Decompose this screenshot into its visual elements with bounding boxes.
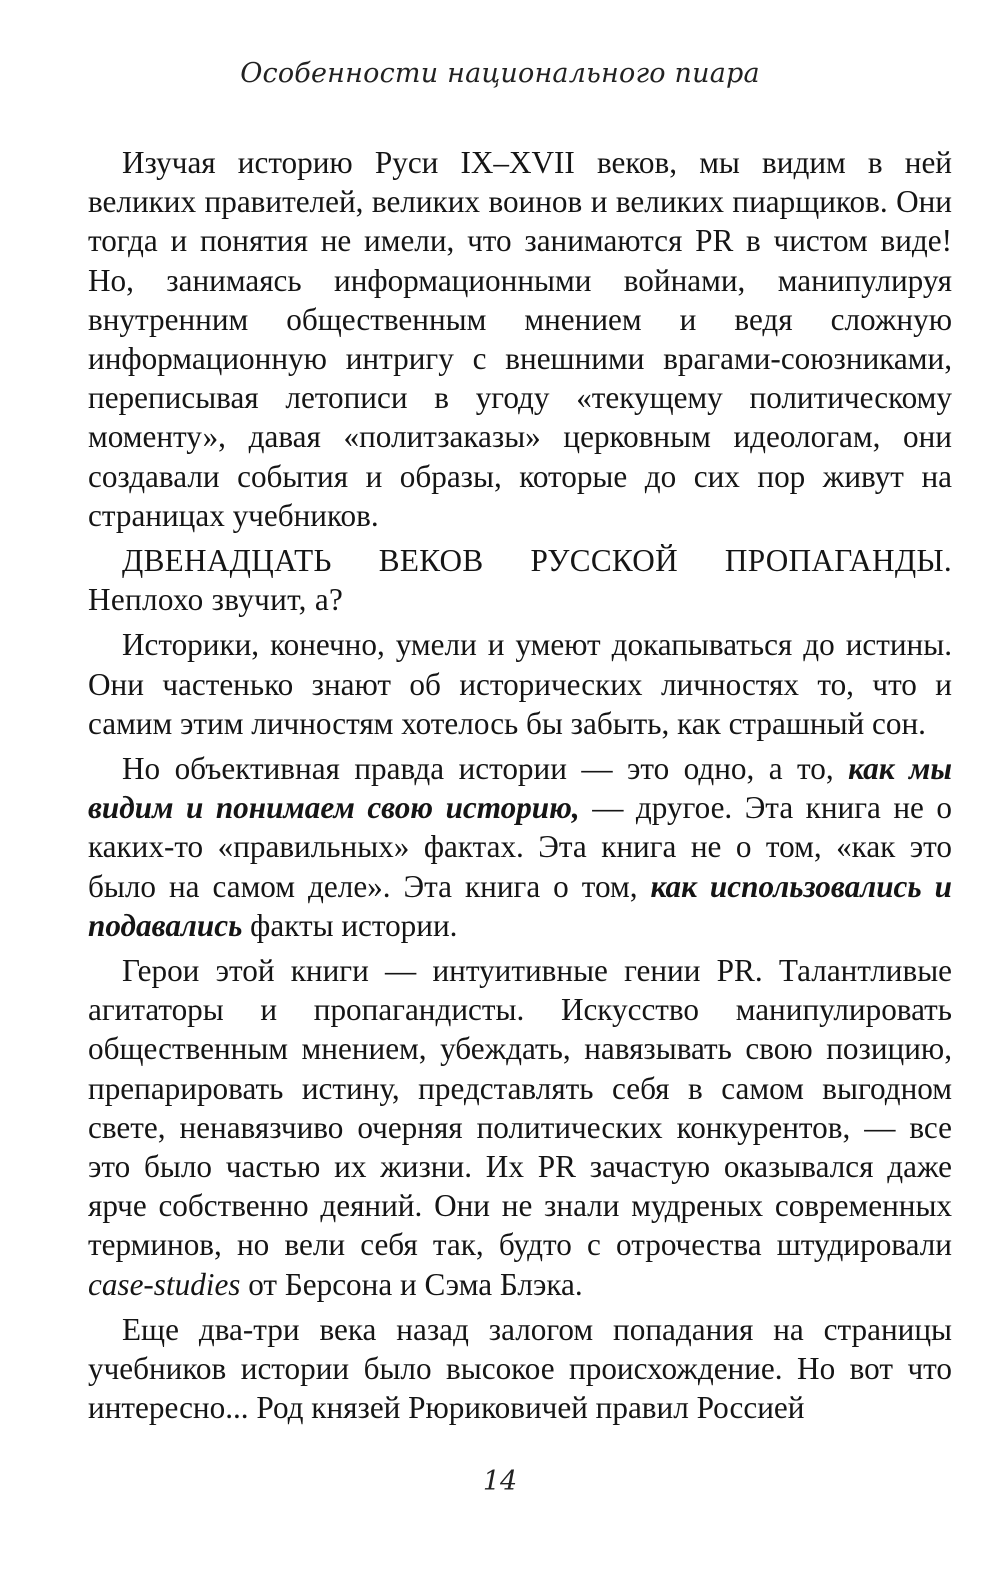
page-number: 14 [482,1466,518,1497]
paragraph-4-emphasis-a: как мы видим и понимаем свою историю, [88,751,952,826]
paragraph-5-text-a: Герои этой книги — интуитивные гении PR. Талантливые агитаторы и пропагандисты. Искусство манипулировать общественным мнением, убеждать, навязывать свою позицию, препарировать истину, представлять себя в самом выгодном свете, ненавязчиво очерняя политических конкурентов, — все это было частью их жизни. Их PR зачастую оказывался даже ярче собственно деяний. Они не знали мудреных современных терминов, но вели себя так, будто с отрочества штудировали [88,953,952,1263]
paragraph-2: ДВЕНАДЦАТЬ ВЕКОВ РУССКОЙ ПРОПАГАНДЫ. Неплохо звучит, а? [88,543,952,618]
paragraph-4 [88,749,952,945]
paragraph-5 [88,951,952,1304]
body-text [88,143,952,1434]
paragraph-4-emphasis-b: как использовались и подавались [88,868,952,943]
running-header: Особенности национального пиара [240,58,760,89]
paragraph-4-text-a: Но объективная правда истории — это одно, а то, [122,751,849,787]
paragraph-4-text-c: факты истории. [242,907,458,943]
paragraph-3: Историки, конечно, умели и умеют докапываться до истины. Они частенько знают об исторических личностях то, что и самим этим личностям хотелось бы забыть, как страшный сон. [88,627,952,741]
paragraph-4-text-b: — другое. Эта книга не о каких-то «правильных» фактах. Эта книга не о том, «как это было на самом деле». Эта книга о том, [88,790,952,904]
paragraph-6: Еще два-три века назад залогом попадания на страницы учебников истории было высокое происхождение. Но вот что интересно... Род князей Рюриковичей правил Россией [88,1311,952,1426]
paragraph-5-italic-term: case-studies [88,1266,241,1302]
paragraph-5-text-b: от Берсона и Сэма Блэка. [240,1266,583,1302]
paragraph-1: Изучая историю Руси IX–XVII веков, мы видим в ней великих правителей, великих воинов и великих пиарщиков. Они тогда и понятия не имели, что занимаются PR в чистом виде! Но, занимаясь информационными войнами, манипулируя внутренним общественным мнением и ведя сложную информационную интригу с внешними врагами-союзниками, переписывая летописи в угоду «текущему политическому моменту», давая «политзаказы» церковным идеологам, они создавали события и образы, которые до сих пор живут на страницах учебников. [88,145,952,533]
